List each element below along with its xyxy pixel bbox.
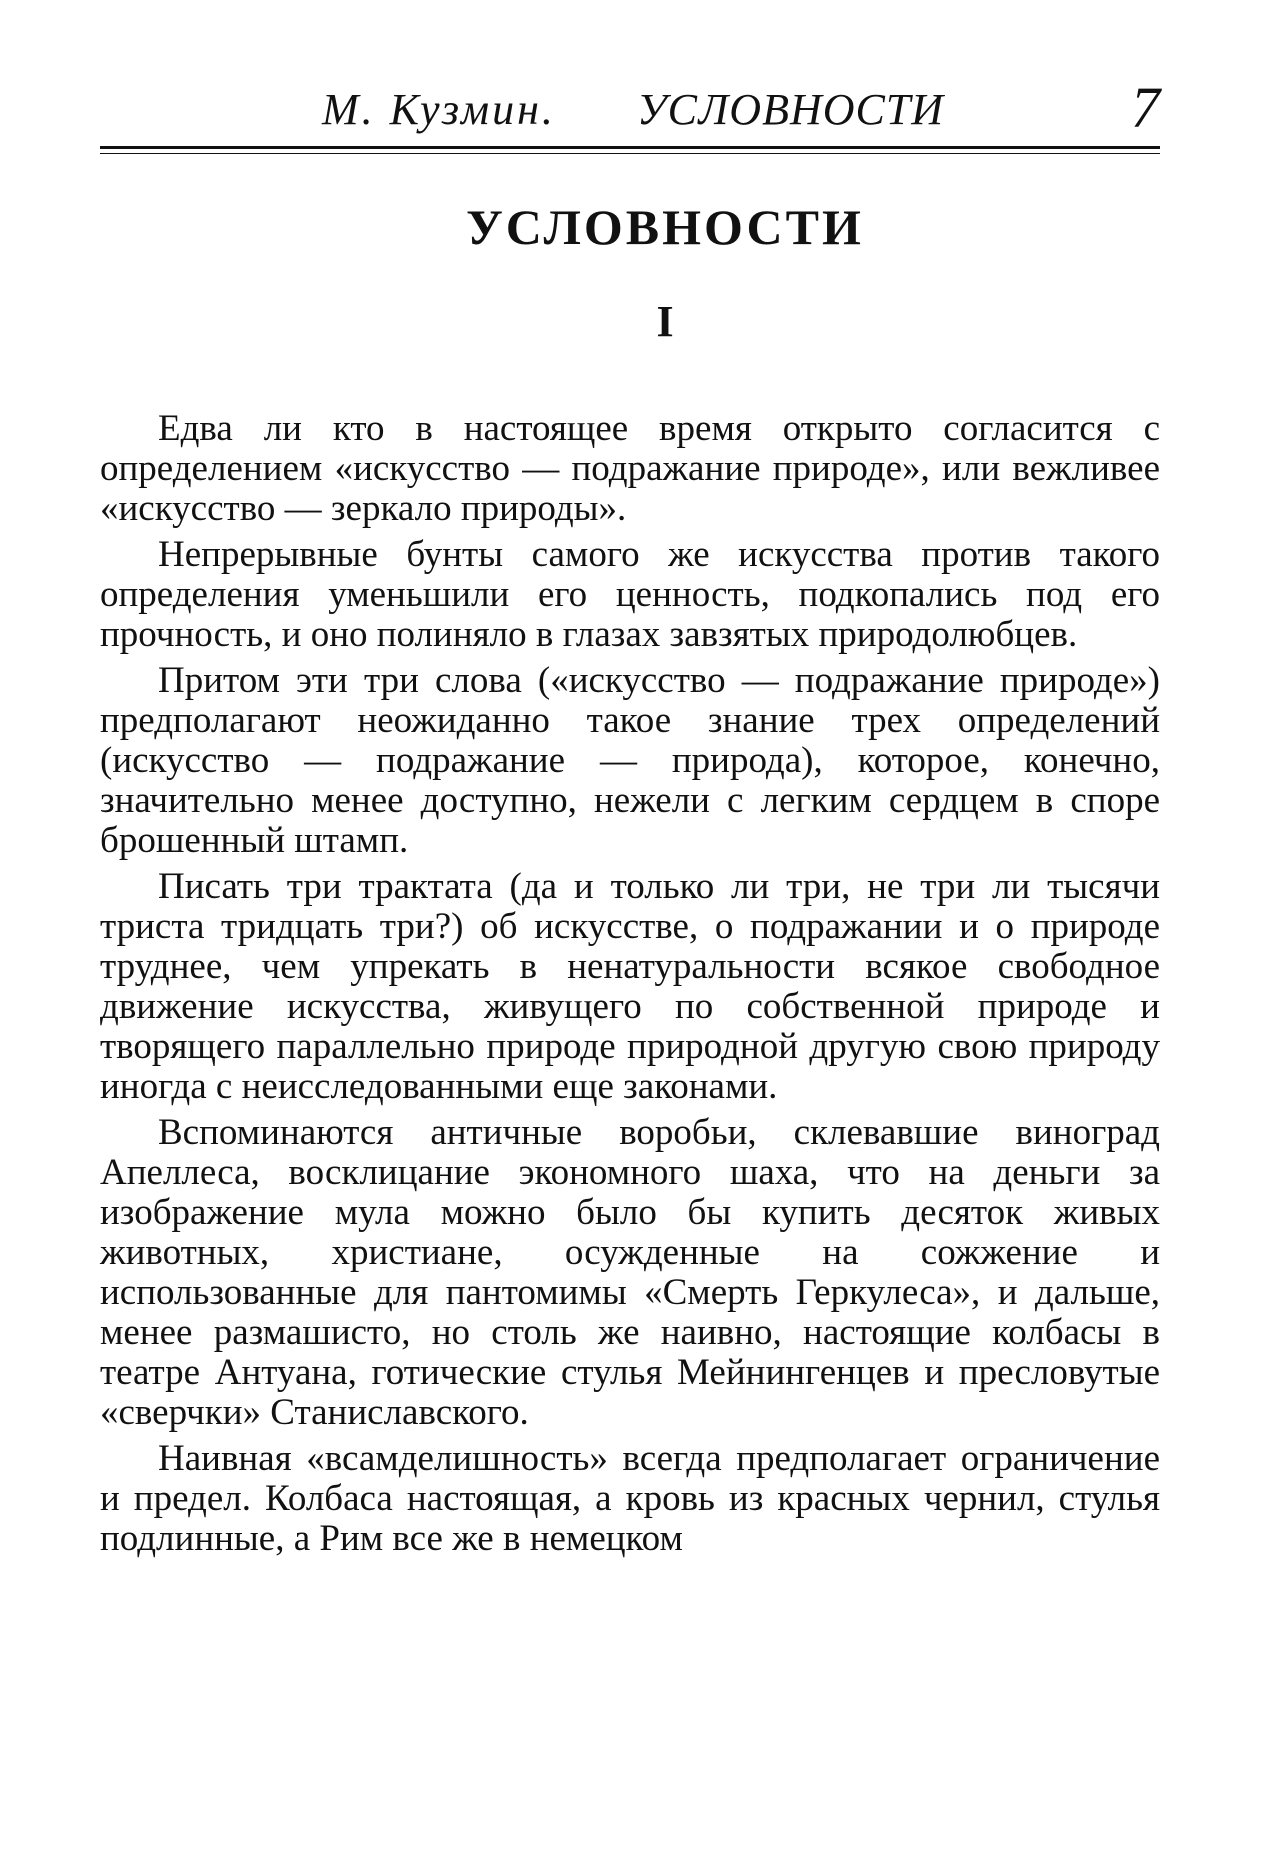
running-head-title: УСЛОВНОСТИ <box>637 85 945 134</box>
paragraph: Наивная «всамделишность» всегда предполагает ограничение и предел. Колбаса настоящая, а кровь из красных чернил, стулья подлинные, а Рим все же в немецком <box>100 1438 1160 1559</box>
running-head-author: М. Кузмин. <box>322 85 556 134</box>
page-number: 7 <box>1131 75 1160 140</box>
book-page <box>100 75 1160 1565</box>
section-number: I <box>656 297 674 346</box>
header-rule-thin <box>100 153 1160 154</box>
running-head <box>100 75 1160 140</box>
header-rule-thick <box>100 146 1160 149</box>
paragraph: Притом эти три слова («искусство — подражание природе») предполагают неожиданно такое знание трех определений (искусство — подражание — природа), которое, конечно, значительно менее доступно, нежели с легким сердцем в споре брошенный штамп. <box>100 660 1160 861</box>
chapter-title: УСЛОВНОСТИ <box>466 199 864 255</box>
body-text <box>100 409 1160 1559</box>
paragraph: Писать три трактата (да и только ли три, не три ли тысячи триста тридцать три?) об искусстве, о подражании и о природе труднее, чем упрекать в ненатуральности всякое свободное движение искусства, живущего по собственной природе и творящего параллельно природе природной другую свою природу иногда с неисследованными еще законами. <box>100 866 1160 1107</box>
paragraph: Едва ли кто в настоящее время открыто согласится с определением «искусство — подражание природе», или вежливее «искусство — зеркало природы». <box>100 408 1160 529</box>
paragraph: Вспоминаются античные воробьи, склевавшие виноград Апеллеса, восклицание экономного шаха, что на деньги за изображение мула можно было бы купить десяток живых животных, христиане, осужденные на сожжение и использованные для пантомимы «Смерть Геркулеса», и дальше, менее размашисто, но столь же наивно, настоящие колбасы в театре Антуана, готические стулья Мейнингенцев и пресловутые «сверчки» Станиславского. <box>100 1112 1160 1433</box>
paragraph: Непрерывные бунты самого же искусства против такого определения уменьшили его ценность, подкопались под его прочность, и оно полиняло в глазах завзятых природолюбцев. <box>100 534 1160 655</box>
